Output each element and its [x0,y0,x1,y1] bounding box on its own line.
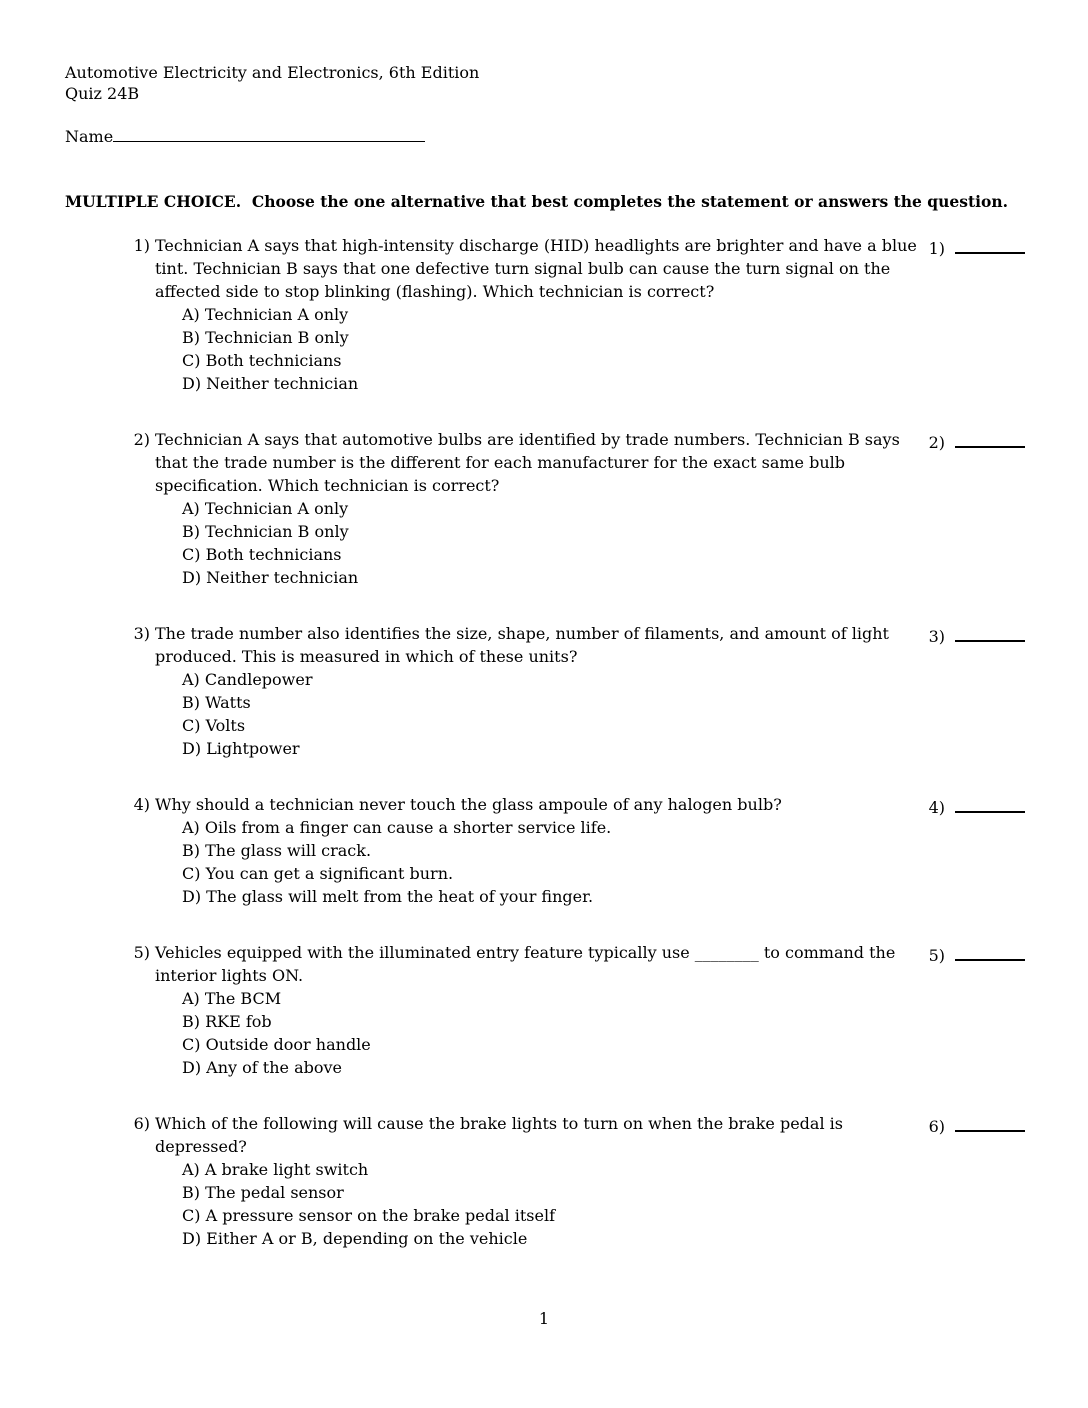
answer-blank-line [955,793,1025,813]
choice-option-a: A) Technician A only [182,499,349,518]
answer-blank-line [955,1112,1025,1132]
choice-option-a: A) Technician A only [182,305,349,324]
page-number: 1 [538,1309,550,1328]
answer-slot [929,941,1088,967]
question-number: 6) [133,1114,150,1133]
choice-option-a: A) Oils from a finger can cause a shorter service life. [182,818,612,837]
question-text: Why should a technician never touch the glass ampoule of any halogen bulb? [155,795,782,814]
choice-option-c: C) Both technicians [182,351,342,370]
choice-option-c: C) Volts [182,716,246,735]
answer-slot [929,1112,1088,1138]
choice-option-d: D) Neither technician [182,374,359,393]
answer-blank-line [955,234,1025,254]
question-block-4 [65,793,1088,908]
name-blank-line [113,124,425,142]
choice-list [182,497,918,589]
question-main [128,234,918,395]
question-block-6 [65,1112,1088,1250]
choice-option-d: D) The glass will melt from the heat of your finger. [182,887,594,906]
choice-option-a: A) The BCM [182,989,282,1008]
choice-option-c: C) Both technicians [182,545,342,564]
choice-option-b: B) The pedal sensor [182,1183,344,1202]
choice-option-d: D) Either A or B, depending on the vehicle [182,1229,528,1248]
choice-option-c: C) You can get a significant burn. [182,864,454,883]
instructions-text: MULTIPLE CHOICE. Choose the one alternative that best completes the statement or answers the question. [65,192,1009,211]
question-body [155,941,918,1079]
choice-list [182,668,918,760]
question-number: 3) [133,624,150,643]
question-number: 5) [133,943,150,962]
answer-number: 6) [928,1117,945,1136]
answer-number: 5) [928,946,945,965]
name-label: Name [65,127,114,146]
choice-option-b: B) RKE fob [182,1012,272,1031]
question-number: 1) [133,236,150,255]
answer-number: 4) [928,798,945,817]
choice-list [182,816,918,908]
choice-list [182,303,918,395]
question-body [155,793,918,908]
question-block-3 [65,622,1088,760]
question-text: Technician A says that automotive bulbs are identified by trade numbers. Technician B says that the trade number is the different for each manufacturer for the exact same bulb specification. Which technician is correct? [155,430,900,495]
question-number: 2) [133,430,150,449]
answer-number: 1) [928,239,945,258]
answer-slot [929,622,1088,648]
choice-list [182,987,918,1079]
question-text: Which of the following will cause the brake lights to turn on when the brake pedal is depressed? [155,1114,843,1156]
question-block-2 [65,428,1088,589]
question-body [155,428,918,589]
choice-option-d: D) Lightpower [182,739,300,758]
answer-slot [929,234,1088,260]
question-text: Vehicles equipped with the illuminated entry feature typically use ________ to command the interior lights ON. [155,943,896,985]
choice-option-a: A) Candlepower [182,670,313,689]
name-field-row [65,124,1088,147]
question-block-1 [65,234,1088,395]
answer-blank-line [955,428,1025,448]
question-text: Technician A says that high-intensity discharge (HID) headlights are brighter and have a blue tint. Technician B says that one defective turn signal bulb can cause the turn signal on the affected side to stop blinking (flashing). Which technician is correct? [155,236,917,301]
choice-option-b: B) Watts [182,693,251,712]
choice-option-c: C) A pressure sensor on the brake pedal itself [182,1206,556,1225]
choice-option-a: A) A brake light switch [182,1160,369,1179]
question-main [128,941,918,1079]
question-main [128,622,918,760]
question-list [65,234,1088,1250]
question-body [155,1112,918,1250]
question-main [128,1112,918,1250]
answer-number: 3) [928,627,945,646]
answer-slot [929,428,1088,454]
answer-number: 2) [928,433,945,452]
document-title: Automotive Electricity and Electronics, 6th Edition [65,63,480,82]
choice-option-c: C) Outside door handle [182,1035,371,1054]
answer-blank-line [955,622,1025,642]
question-body [155,234,918,395]
choice-option-d: D) Any of the above [182,1058,342,1077]
question-text: The trade number also identifies the size, shape, number of filaments, and amount of light produced. This is measured in which of these units? [155,624,889,666]
document-header [65,62,1088,104]
answer-slot [929,793,1088,819]
choice-list [182,1158,918,1250]
question-main [128,428,918,589]
choice-option-d: D) Neither technician [182,568,359,587]
question-number: 4) [133,795,150,814]
choice-option-b: B) Technician B only [182,328,349,347]
answer-blank-line [955,941,1025,961]
question-main [128,793,918,908]
question-body [155,622,918,760]
document-subtitle: Quiz 24B [65,84,140,103]
question-block-5 [65,941,1088,1079]
choice-option-b: B) Technician B only [182,522,349,541]
choice-option-b: B) The glass will crack. [182,841,372,860]
